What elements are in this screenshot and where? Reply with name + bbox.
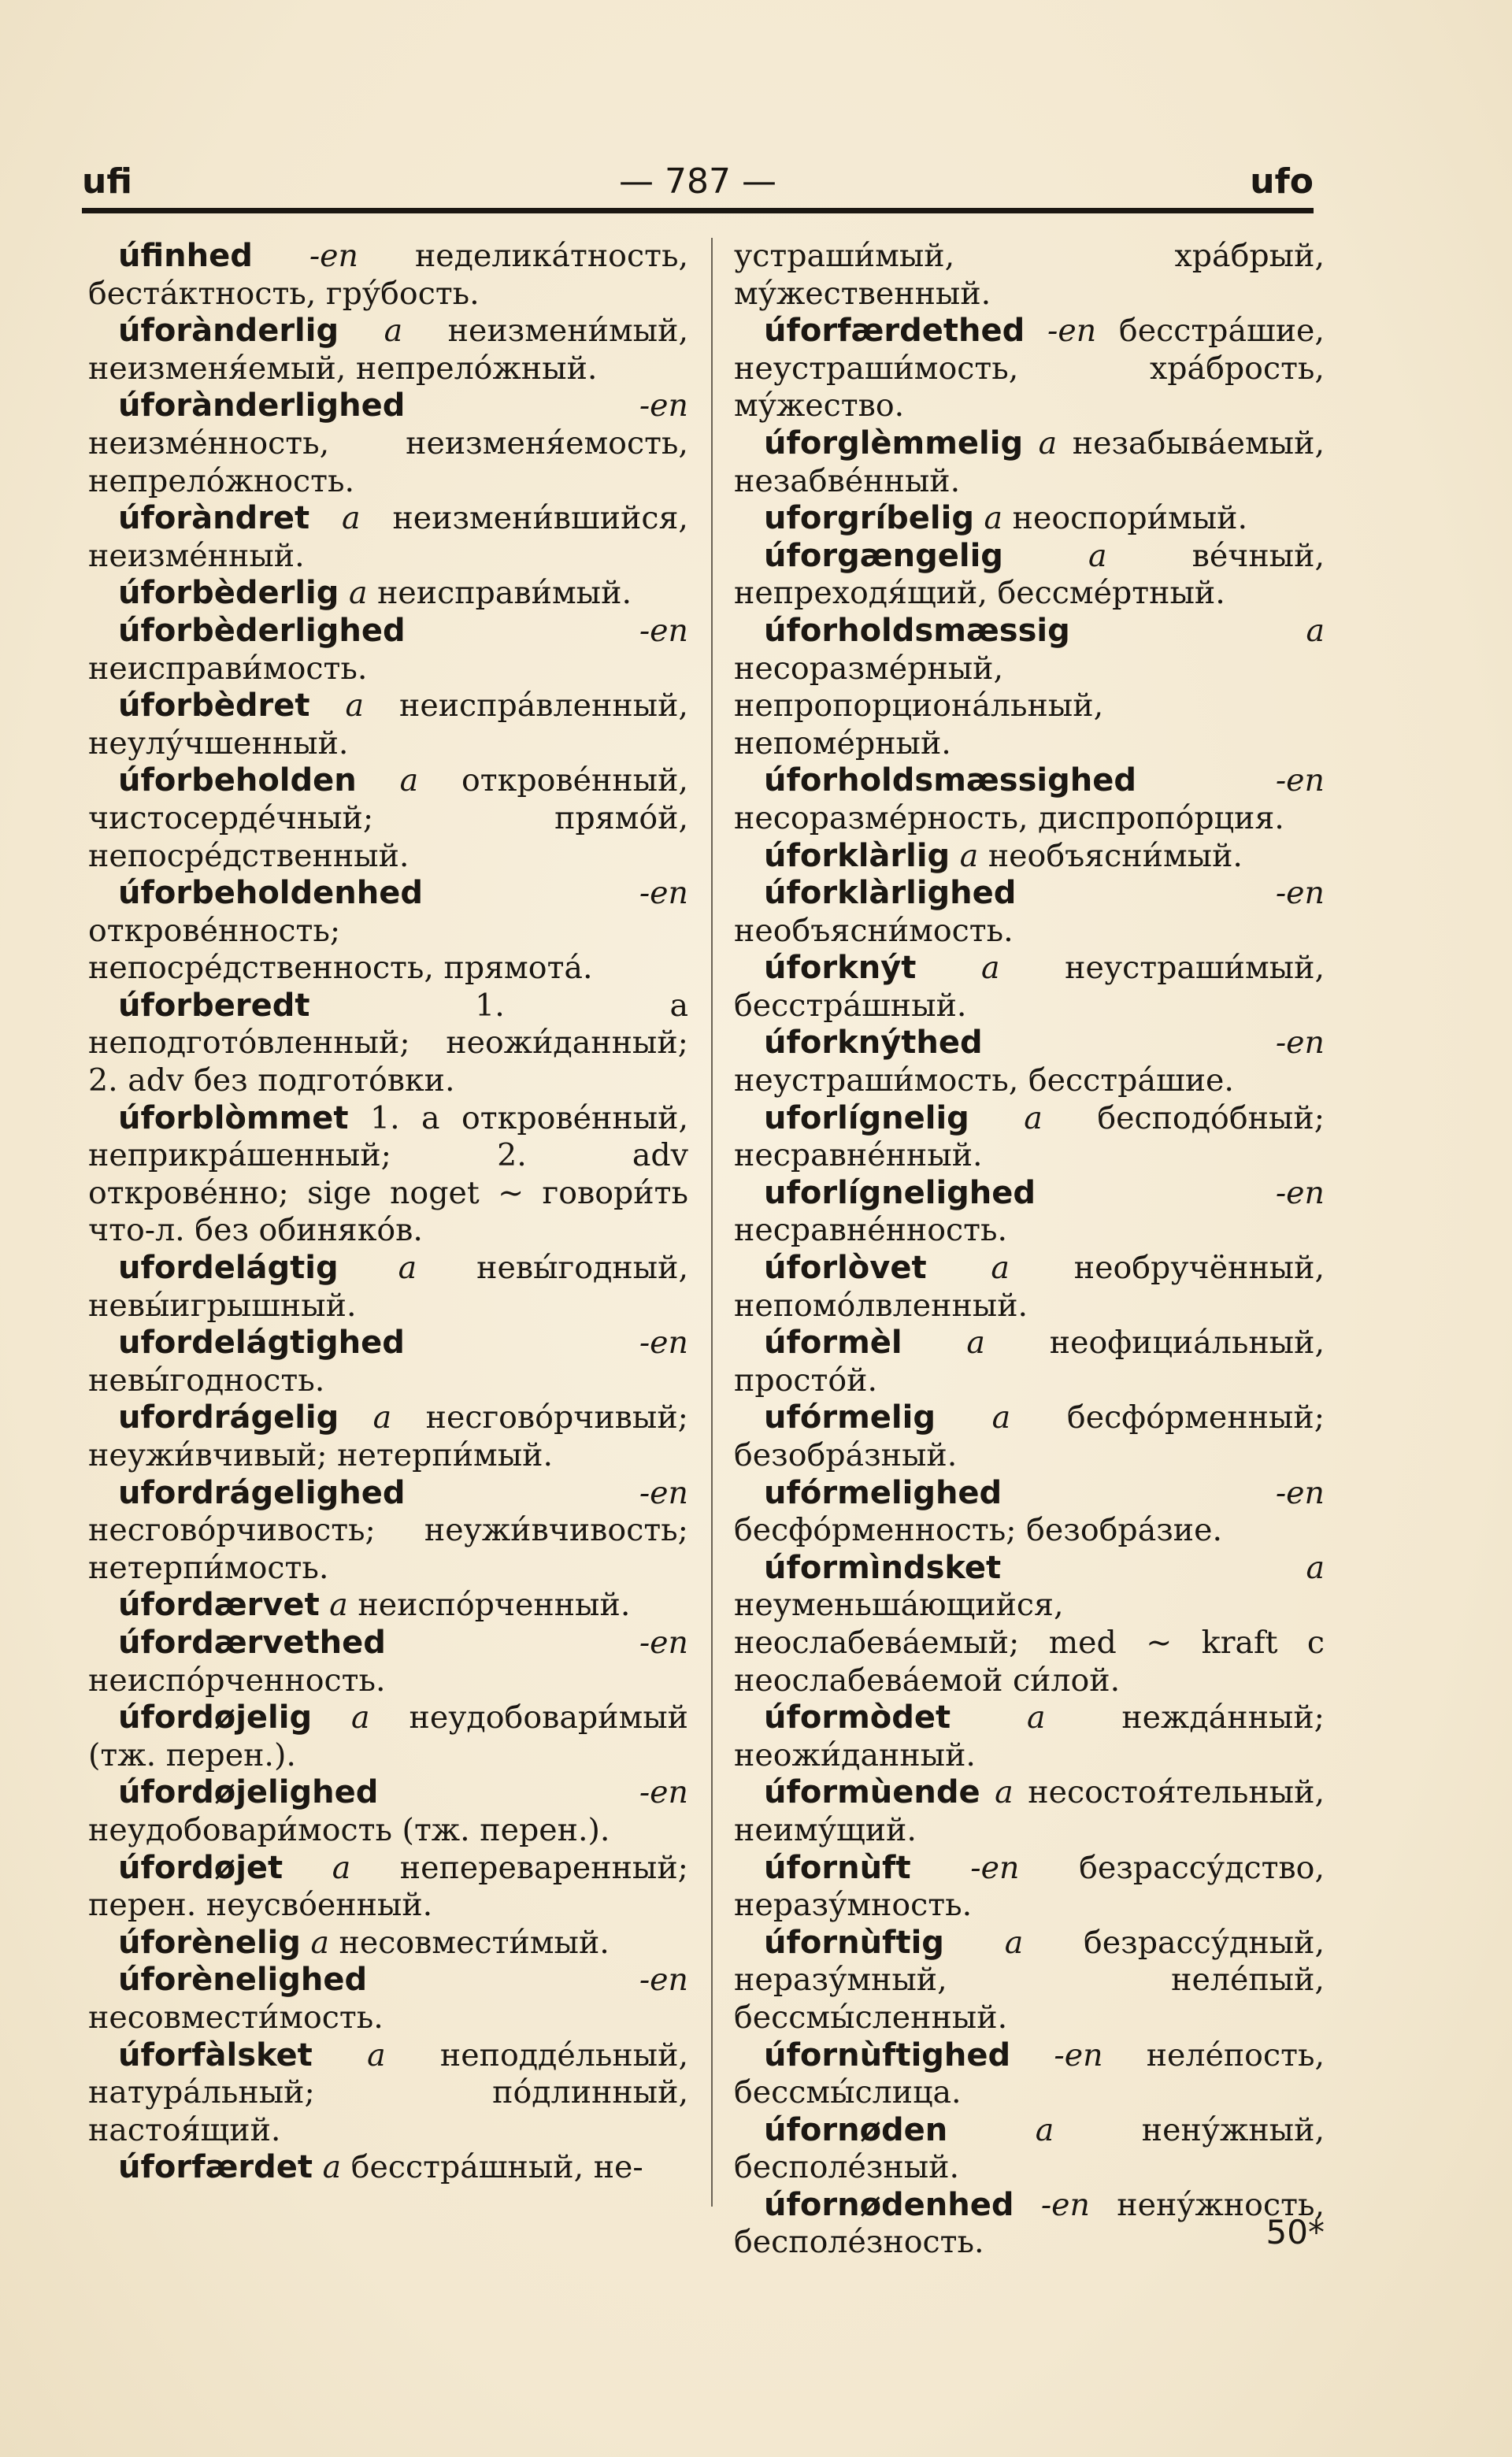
entry-headword: úforgængelig [764,537,1003,574]
entry-grammar-label: a [966,1325,985,1362]
right-column [734,238,1325,2262]
entry-grammar-label: a [959,837,979,874]
entry-translation: непереваренный; перен. неусво́енный. [88,1849,688,1924]
dictionary-entry [734,838,1325,876]
entry-translation: нежда́нный; неожи́данный. [734,1699,1325,1773]
entry-headword: úforbèderlighed [118,612,406,649]
entry-headword: úforberedt [118,987,310,1024]
entry-translation: безрассу́дство, неразу́мность. [734,1849,1325,1924]
dictionary-entry [734,762,1325,837]
page-header [82,161,1314,209]
dictionary-entry [88,875,688,988]
entry-grammar-label: -en [1275,1174,1325,1211]
printer-signature: 50* [1266,2213,1325,2251]
dictionary-entry [88,1587,688,1625]
entry-translation: неустраши́мость, бесстра́шие. [734,1062,1234,1099]
column-divider [711,238,713,2207]
entry-headword: úforblòmmet [118,1099,349,1136]
entry-grammar-label: -en [639,612,688,649]
entry-translation: устраши́мый, хра́брый, му́жественный. [734,238,1325,312]
entry-grammar-label: a [1035,2111,1054,2148]
left-guide-word: ufi [82,161,132,202]
entry-grammar-label: a [310,1924,329,1961]
entry-translation: бесподо́бный; несравне́нный. [734,1099,1325,1174]
entry-grammar-label: a [329,1587,348,1624]
dictionary-entry [734,2187,1325,2262]
entry-grammar-label: -en [1054,2036,1103,2073]
entry-translation: несостоя́тельный, неиму́щий. [734,1774,1325,1848]
entry-translation: неле́пость, бессмы́слица. [734,2036,1325,2111]
entry-headword: úforènelighed [118,1962,368,1999]
dictionary-entry [88,1925,688,1962]
dictionary-entry [734,1925,1325,2037]
entry-translation: несоразме́рность, диспропо́рция. [734,799,1284,836]
entry-translation: несовмести́мый. [329,1924,610,1961]
dictionary-entry [734,875,1325,950]
dictionary-entry [88,1850,688,1925]
entry-grammar-label: a [991,1399,1011,1436]
entry-translation: необъясни́мость. [734,912,1014,949]
right-guide-word: ufo [1250,161,1314,202]
dictionary-entry [88,313,688,387]
dictionary-entry [88,1962,688,2036]
entry-headword: úformùende [764,1774,980,1811]
entry-translation: 1. a открове́нный, неприкра́шенный; 2. adv открове́нно; sige noget ~ говори́ть что-л. без обиняко́в. [88,1099,688,1249]
entry-grammar-label: -en [1047,313,1097,350]
dictionary-entry [734,1325,1325,1399]
entry-headword: úforknýt [764,950,917,987]
entry-headword: úforholdsmæssighed [764,762,1136,799]
entry-grammar-label: -en [639,1474,688,1511]
dictionary-entry [734,1850,1325,1925]
entry-translation: 1. a неподгото́вленный; неожи́данный; 2. adv без подгото́вки. [88,987,689,1099]
entry-translation: бесфо́рменность; безобра́зие. [734,1512,1223,1549]
dictionary-entry [734,313,1325,425]
entry-grammar-label: -en [309,238,358,274]
entry-translation: открове́нность; непосре́дственность, прямота́. [88,912,593,987]
dictionary-entry [734,425,1325,500]
entry-translation: необручённый, непомо́лвленный. [734,1250,1325,1324]
entry-translation: безрассу́дный, неразу́мный, неле́пый, бессмы́сленный. [734,1924,1325,2036]
entry-headword: úforbèderlig [118,575,339,612]
entry-headword: úforènelig [118,1924,301,1961]
entry-translation: неудобовари́мость (тж. перен.). [88,1811,610,1848]
entry-headword: ufordelágtig [118,1250,339,1287]
entry-translation: неизмени́мый, неизменя́емый, непрело́жный. [88,313,688,387]
entry-translation: неизмени́вшийся, неизме́нный. [88,500,688,574]
entry-headword: uforlígnelighed [764,1174,1036,1211]
dictionary-entry [734,238,1325,313]
entry-grammar-label: a [332,1849,351,1886]
entry-headword: úfinhed [118,238,253,274]
entry-headword: úforglèmmelig [764,424,1024,461]
dictionary-entry [88,613,688,687]
dictionary-entry [734,1699,1325,1774]
entry-headword: úforklàrlig [764,837,951,874]
entry-headword: úforknýthed [764,1025,983,1062]
entry-headword: úfornøden [764,2111,948,2148]
entry-headword: úfornùftig [764,1924,944,1961]
entry-translation: бесфо́рменный; безобра́зный. [734,1399,1325,1473]
entry-grammar-label: a [345,687,365,724]
entry-grammar-label: a [348,575,368,612]
entry-headword: úfordøjelighed [118,1774,379,1811]
dictionary-entry [88,1325,688,1399]
dictionary-entry [88,988,688,1100]
entry-translation: нену́жный, бесполе́зный. [734,2111,1325,2186]
entry-headword: ufordelágtighed [118,1325,405,1362]
entry-grammar-label: a [399,762,419,799]
entry-grammar-label: a [1024,1099,1043,1136]
entry-grammar-label: a [398,1250,417,1287]
entry-translation: неисправи́мый. [367,575,632,612]
entry-grammar-label: a [351,1699,370,1736]
dictionary-entry [88,387,688,500]
entry-translation: несгово́рчивый; неужи́вчивый; нетерпи́мый. [88,1399,688,1473]
entry-grammar-label: a [1026,1699,1046,1736]
entry-translation: бесстра́шие, неустраши́мость, хра́брость, му́жество. [734,313,1325,424]
entry-headword: uforlígnelig [764,1099,969,1136]
entry-translation: несоразме́рный, непропорциона́льный, непоме́рный. [734,650,1104,762]
entry-translation: неиспо́рченность. [88,1662,386,1699]
dictionary-entry [734,1550,1325,1699]
entry-grammar-label: a [367,2036,386,2073]
entry-translation: неподде́льный, натура́льный; по́длинный, настоя́щий. [88,2036,688,2148]
entry-grammar-label: a [1306,1549,1325,1586]
entry-grammar-label: -en [1275,1025,1325,1062]
entry-headword: úforànderlighed [118,387,406,424]
entry-translation: неделика́тность, беста́ктность, гру́бость. [88,238,688,312]
entry-headword: úforfàlsket [118,2036,313,2073]
entry-translation: открове́нный, чистосерде́чный; прямо́й, непосре́дственный. [88,762,688,874]
entry-translation: неуменьша́ющийся, неослабева́емый; med ~ kraft с неослабева́емой си́лой. [734,1587,1325,1699]
dictionary-entry [734,1025,1325,1099]
entry-grammar-label: a [372,1399,392,1436]
entry-translation: бесстра́шный, не- [341,2149,643,2186]
entry-grammar-label: -en [1275,1474,1325,1511]
entry-headword: ufordrágelig [118,1399,339,1436]
page-number: — 787 — [619,161,776,202]
entry-grammar-label: a [384,313,403,350]
dictionary-entry [88,762,688,875]
entry-headword: úfordøjet [118,1849,284,1886]
dictionary-entry [734,2112,1325,2187]
entry-headword: ufórmelig [764,1399,936,1436]
entry-headword: uforgríbelig [764,500,974,537]
entry-headword: úfordøjelig [118,1699,313,1736]
dictionary-entry [88,1475,688,1588]
dictionary-entry [88,1774,688,1849]
dictionary-entry [88,500,688,575]
entry-translation: неофициа́льный, просто́й. [734,1325,1325,1399]
entry-translation: неизме́нность, неизменя́емость, непрело́жность. [88,424,688,499]
entry-headword: úforfærdethed [764,313,1025,350]
entry-grammar-label: a [980,950,1000,987]
dictionary-entry [88,1699,688,1774]
entry-translation: несовмести́мость. [88,1999,384,2036]
entry-grammar-label: -en [639,1774,688,1811]
dictionary-entry [734,1175,1325,1250]
entry-translation: невы́годный, невы́игрышный. [88,1250,688,1324]
dictionary-entry [734,500,1325,538]
entry-translation: неисправи́мость. [88,650,368,687]
dictionary-entry [734,1774,1325,1849]
dictionary-entry [734,1250,1325,1325]
entry-grammar-label: -en [639,1962,688,1999]
entry-translation: неустраши́мый, бесстра́шный. [734,950,1325,1024]
dictionary-entry [734,1475,1325,1550]
entry-translation: невы́годность. [88,1362,325,1399]
entry-translation: неоспори́мый. [1002,500,1248,537]
dictionary-entry [88,238,688,313]
entry-grammar-label: a [322,2149,342,2186]
entry-grammar-label: a [984,500,1003,537]
entry-headword: úforklàrlighed [764,875,1017,912]
entry-translation: неудобовари́мый (тж. перен.). [88,1699,688,1773]
entry-headword: úforbeholden [118,762,357,799]
entry-headword: úfordærvet [118,1587,320,1624]
dictionary-entry [88,575,688,613]
entry-headword: úforlòvet [764,1250,927,1287]
entry-headword: úformèl [764,1325,902,1362]
entry-headword: úforholdsmæssig [764,612,1070,649]
dictionary-entry [734,950,1325,1025]
entry-grammar-label: a [1306,612,1325,649]
dictionary-entry [88,1100,688,1250]
dictionary-entry [734,1399,1325,1474]
dictionary-entry [734,1100,1325,1175]
entry-grammar-label: -en [1275,875,1325,912]
header-rule [82,208,1314,213]
entry-translation: неиспо́рченный. [347,1587,631,1624]
entry-grammar-label: -en [1040,2186,1090,2223]
entry-grammar-label: a [1088,537,1107,574]
dictionary-entry [88,1250,688,1325]
entry-headword: úfornùftighed [764,2036,1011,2073]
dictionary-entry [88,2149,688,2187]
entry-grammar-label: -en [639,1325,688,1362]
dictionary-entry [88,1399,688,1474]
dictionary-entry [88,2037,688,2150]
entry-headword: úformòdet [764,1699,951,1736]
entry-grammar-label: a [1038,424,1058,461]
entry-headword: úforàndret [118,500,310,537]
entry-grammar-label: -en [639,1624,688,1661]
entry-headword: úforfærdet [118,2149,313,2186]
entry-translation: несравне́нность. [734,1212,1008,1249]
entry-grammar-label: -en [639,387,688,424]
entry-translation: нену́жность, бесполе́зность. [734,2186,1325,2261]
left-column [88,238,688,2187]
entry-grammar-label: -en [1275,762,1325,799]
entry-translation: ве́чный, непреходя́щий, бессме́ртный. [734,537,1325,612]
entry-headword: ufordrágelighed [118,1474,406,1511]
entry-grammar-label: -en [639,875,688,912]
entry-headword: ufórmelighed [764,1474,1002,1511]
entry-grammar-label: a [342,500,361,537]
entry-headword: úfornødenhed [764,2186,1014,2223]
entry-translation: необъясни́мый. [978,837,1243,874]
entry-headword: úforbeholdenhed [118,875,423,912]
dictionary-entry [734,538,1325,613]
entry-headword: úformìndsket [764,1549,1002,1586]
entry-grammar-label: a [995,1774,1014,1811]
entry-headword: úfornùft [764,1849,911,1886]
entry-headword: úforbèdret [118,687,310,724]
dictionary-entry [734,613,1325,762]
dictionary-entry [88,687,688,762]
entry-grammar-label: a [1004,1924,1024,1961]
entry-grammar-label: -en [970,1849,1020,1886]
entry-headword: úfordærvethed [118,1624,386,1661]
dictionary-entry [734,2037,1325,2112]
entry-translation: незабыва́емый, незабве́нный. [734,424,1325,499]
entry-headword: úforànderlig [118,313,339,350]
entry-translation: неиспра́вленный, неулу́чшенный. [88,687,688,762]
entry-grammar-label: a [991,1250,1010,1287]
entry-translation: несгово́рчивость; неужи́вчивость; нетерпи́мость. [88,1512,688,1586]
dictionary-entry [88,1625,688,1699]
